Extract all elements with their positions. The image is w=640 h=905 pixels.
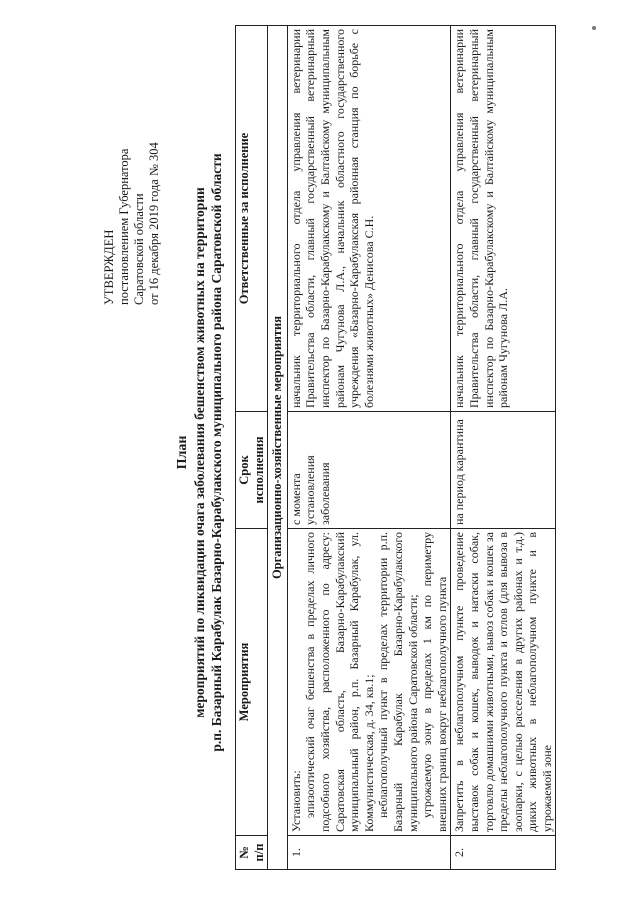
row-number: 2.: [451, 836, 556, 870]
header-number-label: п/п: [251, 843, 266, 862]
header-activities: Мероприятия: [236, 529, 268, 836]
header-number-sign: №: [237, 846, 251, 859]
activity-intro: Установить:: [288, 770, 303, 832]
row-number: 1.: [287, 836, 451, 870]
activity-item: неблагополучный пункт в пределах территории р.п. Базарный Карабулак Базарно-Карабулакского муниципального района Саратовской области;: [376, 532, 420, 832]
approval-line-3: Саратовской области: [132, 193, 146, 305]
row-term: с момента установления заболевания: [287, 412, 451, 529]
section-title: Организационно-хозяйственные мероприятия: [268, 26, 288, 870]
approval-line-2: постановлением Губернатора: [117, 148, 131, 305]
row-activity: [287, 529, 451, 836]
header-term: [236, 412, 268, 529]
header-term-line-2: исполнения: [251, 436, 266, 504]
header-term-line-1: Срок: [237, 455, 251, 485]
document-title: План: [175, 435, 190, 470]
plan-table: [235, 25, 556, 870]
document-subtitle-line-2: р.п. Базарный Карабулак Базарно-Карабулакского муниципального района Саратовской области: [209, 153, 224, 752]
document-subtitle-line-1: мероприятий по ликвидации очага заболевания бешенством животных на территории: [192, 187, 207, 718]
table-header-row: [236, 26, 268, 870]
approval-line-1: УТВЕРЖДЕН: [102, 229, 116, 305]
table-row: [287, 26, 451, 870]
activity-item: эпизоотический очаг бешенства в пределах личного подсобного хозяйства, расположенного по адресу: Саратовская область, Базарно-Карабулакский муниципальный район, р.п. Базарный Карабулак, ул. Коммунистическая, д. 34, кв.1;: [303, 532, 376, 832]
approval-line-4: от 16 декабря 2019 года № 304: [147, 142, 161, 305]
row-activity: Запретить в неблагополучном пункте проведение выставок собак и кошек, выводок и натаски собак, торговлю домашними животными, вывоз собак и кошек за пределы неблагополучного пункта и отлов (для вывоза в зоопарки, с целью расселения в других районах и т.д.) диких животных в неблагополучном пункте и в угрожаемой зоне: [451, 529, 556, 836]
scan-speck: [592, 26, 596, 30]
row-term: на период карантина: [451, 412, 556, 529]
approval-stamp: [102, 142, 162, 305]
row-responsible: начальник территориального отдела управления ветеринарии Правительства области, главный государственный ветеринарный инспектор по Базарно-Карабулакскому и Балтайскому муниципальным районам Чугунова Л.А., начальник областного государственного учреждения «Базарно-Карабулакская районная станция по борьбе с болезнями животных» Денисова С.Н.: [287, 26, 451, 412]
table-row: [451, 26, 556, 870]
header-responsible: Ответственные за исполнение: [236, 26, 268, 412]
header-number: [236, 836, 268, 870]
row-responsible: начальник территориального отдела управления ветеринарии Правительства области, главный государственный ветеринарный инспектор по Базарно-Карабулакскому и Балтайскому муниципальным районам Чугунова Л.А.: [451, 26, 556, 412]
section-row: [268, 26, 288, 870]
activity-item: угрожаемую зону в пределах 1 км по периметру внешних границ вокруг неблагополучного пункта: [420, 532, 449, 832]
